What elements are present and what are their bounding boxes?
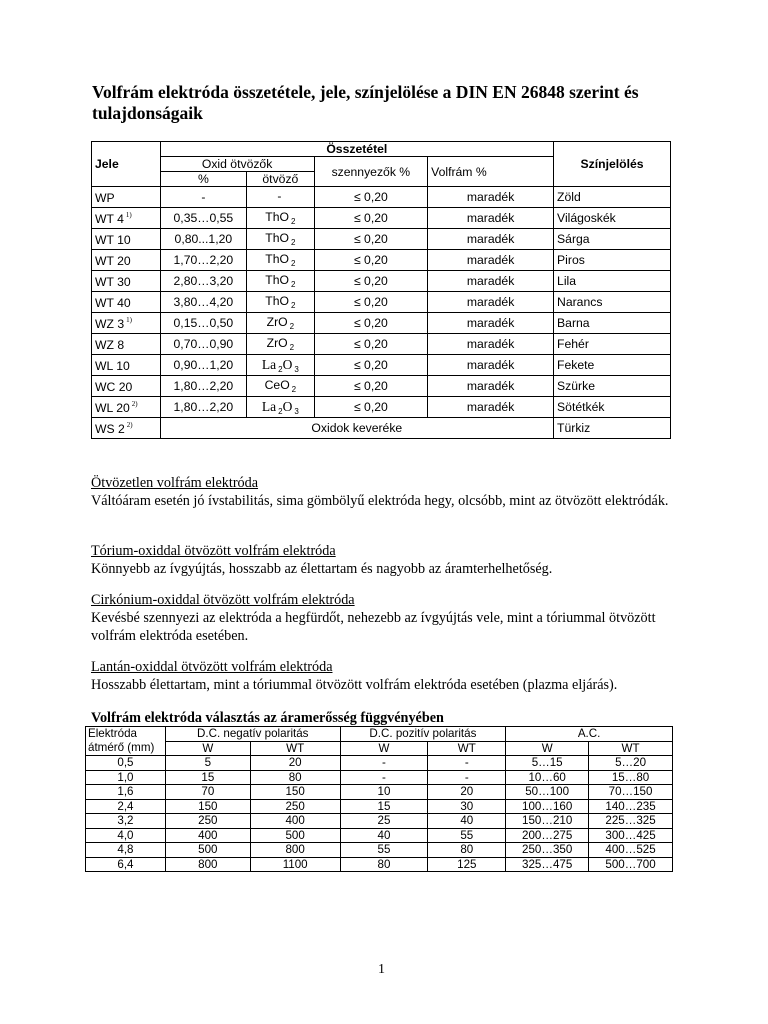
table-cell: 500 [250, 828, 340, 843]
header-dc-neg: D.C. negatív polaritás [165, 727, 340, 742]
table-row [92, 397, 671, 418]
row-pct: 1,80…2,20 [160, 376, 247, 397]
row-volfram: maradék [428, 397, 554, 418]
section-heading: Lantán-oxiddal ötvözött volfrám elektróda [91, 659, 333, 675]
row-szin: Piros [554, 250, 671, 271]
table-row [92, 187, 671, 208]
table-cell: 150 [250, 785, 340, 800]
row-volfram: maradék [428, 313, 554, 334]
current-table [85, 726, 673, 872]
row-szin: Lila [554, 271, 671, 292]
row-szin: Fehér [554, 334, 671, 355]
row-pct: 0,15…0,50 [160, 313, 247, 334]
row-szin: Zöld [554, 187, 671, 208]
section-heading: Tórium-oxiddal ötvözött volfrám elektróda [91, 543, 336, 559]
section-cirkonium [91, 591, 691, 645]
row-pct: 1,70…2,20 [160, 250, 247, 271]
row-pct: 2,80…3,20 [160, 271, 247, 292]
row-szennyezok: ≤ 0,20 [314, 397, 428, 418]
row-jele: WC 20 [92, 376, 161, 397]
composition-table [91, 141, 671, 439]
table-cell: 325…475 [506, 857, 589, 872]
table-cell: 10…60 [506, 770, 589, 785]
header-wt: WT [428, 741, 506, 756]
table-cell: 200…275 [506, 828, 589, 843]
row-otvozo: ThO $_2$ [247, 292, 314, 313]
header-wt: WT [250, 741, 340, 756]
table-cell: 40 [340, 828, 428, 843]
table-cell: 10 [340, 785, 428, 800]
row-pct: 1,80…2,20 [160, 397, 247, 418]
row-jele: WS 2 $^{2)}$ [92, 418, 161, 439]
table-cell: 1,0 [86, 770, 166, 785]
row-jele: WZ 8 [92, 334, 161, 355]
header-percent: % [160, 172, 247, 187]
table-cell: 70…150 [589, 785, 673, 800]
row-volfram: maradék [428, 271, 554, 292]
header-dc-poz: D.C. pozitív polaritás [340, 727, 506, 742]
header-szennyezok: szennyezők % [314, 157, 428, 187]
table-cell: 1100 [250, 857, 340, 872]
table-cell: 15 [165, 770, 250, 785]
row-otvozo: La $_2$O $_3$ [247, 355, 314, 376]
table-row [86, 770, 673, 785]
table-cell: 300…425 [589, 828, 673, 843]
row-szin: Sárga [554, 229, 671, 250]
section-lantan [91, 658, 691, 694]
table-row [92, 271, 671, 292]
row-otvozo: - [247, 187, 314, 208]
table-cell: 5…15 [506, 756, 589, 771]
table-cell: 80 [428, 843, 506, 858]
section-text: Kevésbé szennyezi az elektróda a hegfürdőt, nehezebb az ívgyújtás vele, mint a tóriummal ötvözött volfrám elektróda esetében. [91, 610, 656, 644]
header-jele: Jele [92, 142, 161, 187]
table-row [86, 785, 673, 800]
table-cell: 225…325 [589, 814, 673, 829]
header-w: W [506, 741, 589, 756]
section-heading: Cirkónium-oxiddal ötvözött volfrám elektróda [91, 592, 355, 608]
table-cell: - [340, 770, 428, 785]
table-row [92, 208, 671, 229]
row-volfram: maradék [428, 208, 554, 229]
table-cell: 55 [428, 828, 506, 843]
row-otvozo: ThO $_2$ [247, 208, 314, 229]
table-cell: 55 [340, 843, 428, 858]
row-jele: WT 10 [92, 229, 161, 250]
table-row [86, 814, 673, 829]
table-row [92, 313, 671, 334]
row-pct: 0,70…0,90 [160, 334, 247, 355]
table-cell: 250 [165, 814, 250, 829]
table-cell: 140…235 [589, 799, 673, 814]
table-row [86, 799, 673, 814]
row-otvozo: ThO $_2$ [247, 250, 314, 271]
row-szennyezok: ≤ 0,20 [314, 355, 428, 376]
table-row [92, 250, 671, 271]
table-cell: 400 [165, 828, 250, 843]
table-cell: 500…700 [589, 857, 673, 872]
table-cell: - [428, 756, 506, 771]
table-row [92, 229, 671, 250]
row-pct: 0,80...1,20 [160, 229, 247, 250]
section-text: Váltóáram esetén jó ívstabilitás, sima gömbölyű elektróda hegy, olcsóbb, mint az ötvözött elektródák. [91, 493, 669, 509]
row-jele: WT 30 [92, 271, 161, 292]
row-szennyezok: ≤ 0,20 [314, 313, 428, 334]
table-cell: 400 [250, 814, 340, 829]
row-jele: WL 20 $^{2)}$ [92, 397, 161, 418]
document-title: Volfrám elektróda összetétele, jele, színjelölése a DIN EN 26848 szerint és tulajdonságaik [92, 82, 639, 123]
table-cell: 6,4 [86, 857, 166, 872]
table-cell: 5…20 [589, 756, 673, 771]
row-szennyezok: ≤ 0,20 [314, 187, 428, 208]
row-otvozo: CeO $_2$ [247, 376, 314, 397]
row-jele: WP [92, 187, 161, 208]
table-cell: 80 [250, 770, 340, 785]
header-otvozo: ötvöző [247, 172, 314, 187]
table-cell: 70 [165, 785, 250, 800]
row-pct: 3,80…4,20 [160, 292, 247, 313]
current-table-title: Volfrám elektróda választás az áramerősség függvényében [91, 710, 444, 726]
header-ac: A.C. [506, 727, 673, 742]
row-szennyezok: ≤ 0,20 [314, 208, 428, 229]
row-pct: - [160, 187, 247, 208]
table-cell: 40 [428, 814, 506, 829]
row-szennyezok: ≤ 0,20 [314, 229, 428, 250]
header-oxid-otvozok: Oxid ötvözők [160, 157, 314, 172]
row-volfram: maradék [428, 187, 554, 208]
row-szennyezok: ≤ 0,20 [314, 292, 428, 313]
header-wt: WT [589, 741, 673, 756]
row-jele: WZ 3 $^{1)}$ [92, 313, 161, 334]
row-szin: Fekete [554, 355, 671, 376]
table-cell: 100…160 [506, 799, 589, 814]
table-cell: 1,6 [86, 785, 166, 800]
page-number: 1 [378, 962, 385, 977]
table-cell: 30 [428, 799, 506, 814]
row-pct: 0,90…1,20 [160, 355, 247, 376]
row-jele: WT 20 [92, 250, 161, 271]
row-jele: WT 40 [92, 292, 161, 313]
row-szin: Sötétkék [554, 397, 671, 418]
header-w: W [340, 741, 428, 756]
table-row [92, 292, 671, 313]
section-torium [91, 542, 691, 578]
row-otvozo: ThO $_2$ [247, 271, 314, 292]
row-szennyezok: ≤ 0,20 [314, 271, 428, 292]
row-szin: Narancs [554, 292, 671, 313]
table-cell: 800 [250, 843, 340, 858]
table-row [92, 376, 671, 397]
header-volfram: Volfrám % [428, 157, 554, 187]
table-cell: 150…210 [506, 814, 589, 829]
row-otvozo: ZrO $_2$ [247, 313, 314, 334]
header-szinjeloles: Színjelölés [554, 142, 671, 187]
table-cell: 50…100 [506, 785, 589, 800]
row-jele: WL 10 [92, 355, 161, 376]
table-cell: 25 [340, 814, 428, 829]
section-otvozetlen [91, 474, 691, 510]
table-cell: 5 [165, 756, 250, 771]
row-pct: 0,35…0,55 [160, 208, 247, 229]
table-cell: 250…350 [506, 843, 589, 858]
table-cell: 400…525 [589, 843, 673, 858]
header-atmero: átmérő (mm) [86, 741, 166, 756]
header-elektroda: Elektróda [86, 727, 166, 742]
row-szin: Türkiz [554, 418, 671, 439]
section-text: Könnyebb az ívgyújtás, hosszabb az élettartam és nagyobb az áramterhelhetőség. [91, 561, 553, 577]
table-cell: 2,4 [86, 799, 166, 814]
table-cell: 80 [340, 857, 428, 872]
row-szin: Barna [554, 313, 671, 334]
row-volfram: maradék [428, 376, 554, 397]
table-cell: 150 [165, 799, 250, 814]
section-heading: Ötvözetlen volfrám elektróda [91, 475, 259, 491]
row-szin: Világoskék [554, 208, 671, 229]
section-text: Hosszabb élettartam, mint a tóriummal ötvözött volfrám elektróda esetében (plazma eljárás). [91, 677, 618, 693]
row-otvozo: ThO $_2$ [247, 229, 314, 250]
table-row [92, 355, 671, 376]
row-otvozo: ZrO $_2$ [247, 334, 314, 355]
table-cell: - [428, 770, 506, 785]
table-cell: 500 [165, 843, 250, 858]
row-otvozo: La $_2$O $_3$ [247, 397, 314, 418]
table-row [86, 756, 673, 771]
table-row [86, 857, 673, 872]
header-w: W [165, 741, 250, 756]
table-cell: 4,0 [86, 828, 166, 843]
row-merged: Oxidok keveréke [160, 418, 553, 439]
table-row [86, 843, 673, 858]
table-row [86, 828, 673, 843]
row-szennyezok: ≤ 0,20 [314, 334, 428, 355]
table-cell: - [340, 756, 428, 771]
table-cell: 125 [428, 857, 506, 872]
row-jele: WT 4 $^{1)}$ [92, 208, 161, 229]
row-volfram: maradék [428, 355, 554, 376]
table-row [92, 334, 671, 355]
table-cell: 250 [250, 799, 340, 814]
table-cell: 15…80 [589, 770, 673, 785]
row-volfram: maradék [428, 292, 554, 313]
header-osszetetel: Összetétel [160, 142, 553, 157]
table-cell: 20 [428, 785, 506, 800]
table-cell: 20 [250, 756, 340, 771]
row-volfram: maradék [428, 229, 554, 250]
row-volfram: maradék [428, 250, 554, 271]
table-cell: 15 [340, 799, 428, 814]
table-cell: 4,8 [86, 843, 166, 858]
row-szin: Szürke [554, 376, 671, 397]
row-volfram: maradék [428, 334, 554, 355]
row-szennyezok: ≤ 0,20 [314, 250, 428, 271]
table-cell: 800 [165, 857, 250, 872]
row-szennyezok: ≤ 0,20 [314, 376, 428, 397]
table-cell: 3,2 [86, 814, 166, 829]
table-cell: 0,5 [86, 756, 166, 771]
